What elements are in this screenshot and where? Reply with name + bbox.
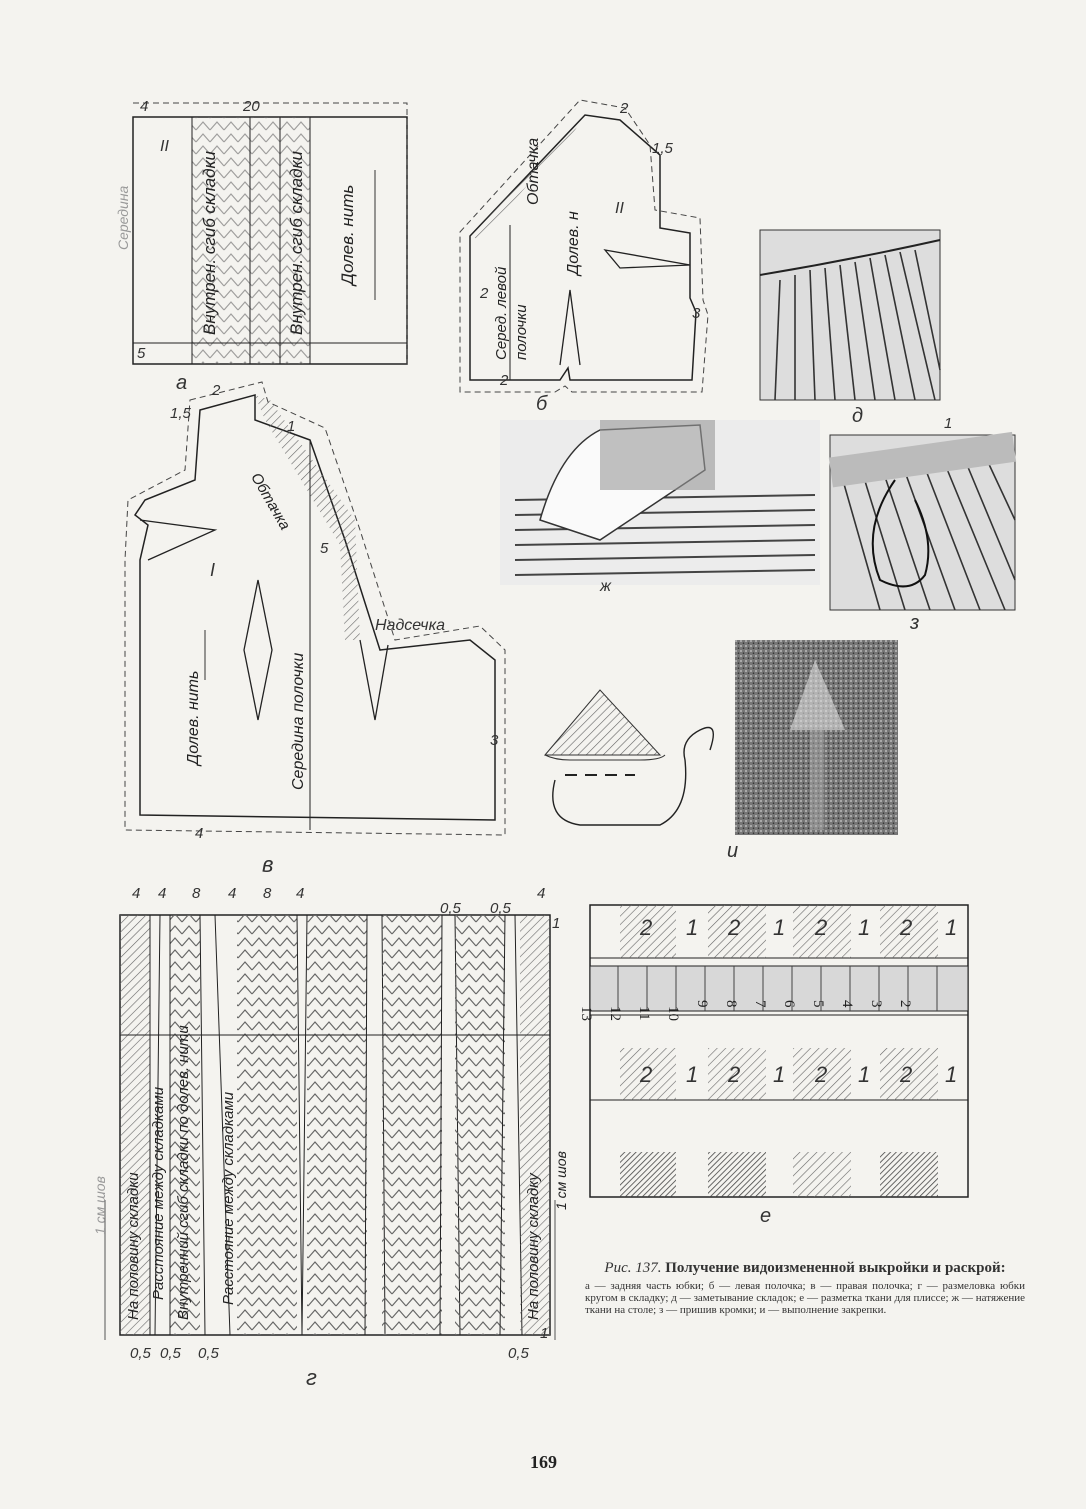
fig-a-fold-label-1: Внутрен. сгиб складки [200, 151, 219, 335]
fig-g-letter: г [306, 1365, 317, 1390]
fig-a-top-number: 20 [243, 98, 260, 115]
fig-g-text-2: Расстояние между складками [150, 1086, 167, 1300]
fig-e-pleat-number: 2 [900, 915, 913, 940]
ruler-mark: 4 [839, 1000, 855, 1008]
figure-caption [585, 1260, 1025, 1316]
fig-v-number-5: 5 [320, 540, 329, 557]
ruler-mark: 11 [636, 1006, 652, 1021]
fig-g-top-number: 4 [132, 885, 141, 902]
fig-z-letter: з [910, 612, 920, 634]
fig-a-roman: II [160, 138, 169, 155]
caption-fig-number: Рис. 137. [604, 1260, 662, 1276]
fig-e-pleat-number: 2 [900, 1062, 913, 1087]
ruler-mark: 9 [694, 1000, 710, 1008]
fig-v-number-4: 4 [195, 825, 204, 842]
fig-g-text-4: Расстояние между складками [220, 1091, 237, 1305]
ruler-mark: 8 [723, 1000, 739, 1008]
fig-v-roman: I [210, 560, 216, 580]
fig-g-top-right-number: 4 [537, 885, 546, 902]
fig-e-pleat-number: 1 [858, 1062, 871, 1087]
fig-e-pleat-number: 1 [945, 1062, 958, 1087]
page-number: 169 [530, 1452, 557, 1472]
fig-z-number-1: 1 [944, 415, 953, 432]
fig-b-number-3: 3 [692, 305, 701, 322]
ruler-mark: 12 [607, 1006, 623, 1021]
fig-g-top-right-number: 0,5 [440, 900, 461, 917]
fig-v-number-15: 1,5 [170, 405, 191, 422]
fig-g-text-5: На половину складку [525, 1173, 542, 1320]
figure-e-pleat-marking [590, 905, 968, 1197]
fig-b-roman: II [615, 200, 624, 217]
fig-v-number-1: 1 [287, 418, 296, 435]
fig-g-bottom-number: 0,5 [130, 1345, 151, 1362]
fig-a-letter: а [176, 372, 188, 394]
ruler-mark: 10 [665, 1006, 681, 1021]
fig-g-bottom-number: 0,5 [198, 1345, 219, 1362]
fig-g-number-1-top: 1 [552, 915, 561, 932]
fig-v-obtachka-label: Обтачка [247, 470, 294, 534]
caption-legend: а — задняя часть юбки; б — левая полочка; в — правая полочка; г — размеловка юбки кругом в складку; д — заметывание складок; е — разметка ткани для плиссе; ж — натяжение ткани на столе; з — пришив кромки; и — выполнение закрепки. [585, 1280, 1025, 1316]
fig-e-pleat-number: 2 [815, 1062, 828, 1087]
figure-g-skirt-layout [105, 915, 555, 1340]
ruler-mark: 5 [810, 1000, 826, 1008]
fig-b-letter: б [536, 393, 548, 415]
fig-v-number-3: 3 [490, 732, 499, 749]
fig-g-bottom-number: 0,5 [160, 1345, 181, 1362]
figure-a-skirt-back [133, 103, 407, 364]
figure-i-tack [545, 640, 898, 835]
fig-b-number-15: 1,5 [652, 140, 673, 157]
fig-e-pleat-number: 2 [640, 915, 653, 940]
fig-g-top-number: 8 [263, 885, 272, 902]
fig-e-pleat-number: 1 [773, 1062, 786, 1087]
fig-a-corner-number: 4 [140, 98, 149, 115]
ruler-mark: 2 [897, 1000, 913, 1008]
fig-g-top-number: 8 [192, 885, 201, 902]
fig-a-grain-label: Долев. нить [338, 184, 357, 285]
fig-e-pleat-number: 2 [728, 915, 741, 940]
fig-b-grain-label: Долев. н [565, 211, 582, 275]
fig-b-center-label: Серед. левой полочки [493, 266, 530, 360]
fig-e-pleat-number: 1 [686, 1062, 699, 1087]
fig-g-text-3: Внутренний сгиб складки по долев. нити [175, 1025, 192, 1320]
fig-g-bottom-number: 0,5 [508, 1345, 529, 1362]
fig-v-nadsechka-label: Надсечка [375, 617, 446, 634]
fig-g-top-number: 4 [228, 885, 237, 902]
fig-g-text-1: На половину складки [125, 1172, 142, 1320]
caption-title-line [585, 1260, 1025, 1276]
fig-zh-letter: ж [600, 578, 612, 595]
fig-d-letter: д [852, 405, 864, 427]
figure-v-right-front [125, 382, 505, 835]
fig-e-letter: е [760, 1205, 772, 1227]
fig-a-fold-label-2: Внутрен. сгиб складки [287, 151, 306, 335]
fig-g-seam-left: 1 см шов [92, 1176, 108, 1235]
fig-v-grain-label: Долев. нить [185, 670, 202, 765]
fig-b-number-2: 2 [620, 100, 629, 117]
fig-e-pleat-number: 2 [815, 915, 828, 940]
fig-g-top-number: 4 [296, 885, 305, 902]
ruler-mark: 7 [752, 1000, 768, 1008]
fig-a-bottom-number: 5 [137, 345, 146, 362]
caption-title: Получение видоизмененной выкройки и раскрой: [665, 1260, 1006, 1276]
fig-v-number-2: 2 [212, 382, 221, 399]
ruler-mark: 6 [781, 1000, 797, 1008]
fig-b-number-2c: 2 [500, 372, 509, 389]
figure-d-basting-photo [760, 230, 940, 400]
fig-i-letter: и [727, 840, 739, 862]
ruler-mark: 3 [868, 1000, 884, 1008]
fig-g-seam-right: 1 см шов [553, 1151, 569, 1210]
fig-b-obtachka-label: Обтачка [525, 137, 542, 205]
fig-e-pleat-number: 1 [858, 915, 871, 940]
fig-e-pleat-number: 1 [773, 915, 786, 940]
fig-e-pleat-number: 1 [686, 915, 699, 940]
ruler-mark: 13 [578, 1006, 594, 1021]
fig-g-number-1-bottom: 1 [540, 1325, 549, 1342]
fig-g-top-right-number: 0,5 [490, 900, 511, 917]
figure-zh-table-photo [500, 420, 820, 585]
fig-v-center-label: Середина полочки [290, 652, 307, 790]
fig-e-pleat-number: 2 [640, 1062, 653, 1087]
fig-b-number-2b: 2 [480, 285, 489, 302]
fig-g-top-number: 4 [158, 885, 167, 902]
fig-e-pleat-number: 2 [728, 1062, 741, 1087]
fig-a-side-label: Середина [115, 185, 131, 250]
fig-e-pleat-number: 1 [945, 915, 958, 940]
fig-v-letter: в [262, 852, 274, 877]
figure-z-edge-photo [829, 432, 1016, 610]
